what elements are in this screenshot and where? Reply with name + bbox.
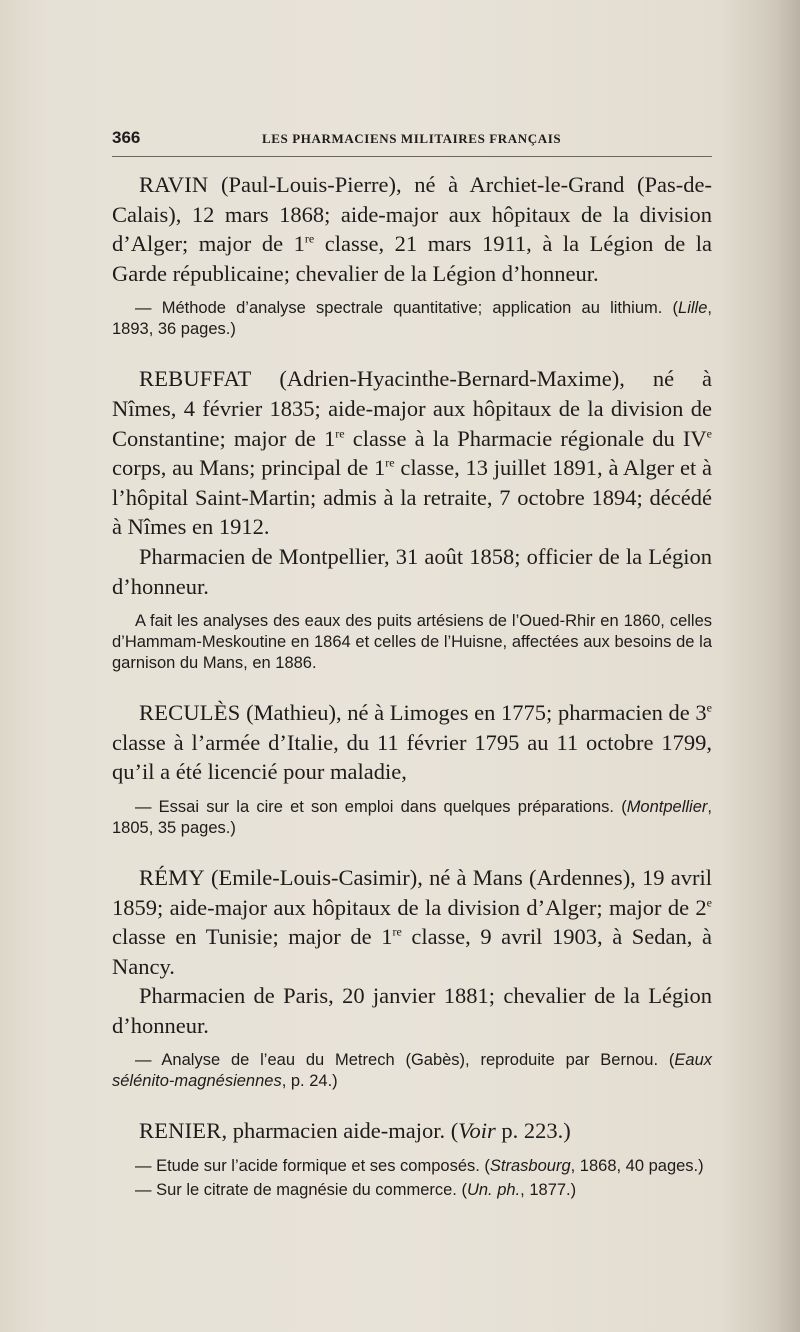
entry-biography-continued: Pharmacien de Montpellier, 31 août 1858; officier de la Légion d’honneur. <box>112 543 712 599</box>
entry-publication: — Essai sur la cire et son emploi dans quelques préparations. (Montpellier, 1805, 35 pages.) <box>112 797 712 837</box>
entry-biography: RÉMY (Emile-Louis-Casimir), né à Mans (Ardennes), 19 avril 1859; aide-major aux hôpitaux de la division d’Alger; major de 2e classe en Tunisie; major de 1re classe, 9 avril 1903, à Sedan, à Nancy. <box>112 864 712 979</box>
entry-remy <box>112 863 712 1093</box>
entry-name: REBUFFAT <box>139 366 252 392</box>
page-number: 366 <box>112 128 141 147</box>
page-header <box>112 128 712 150</box>
entry-name: RECULÈS <box>139 700 241 726</box>
entry-ravin <box>112 170 712 340</box>
entry-biography: REBUFFAT (Adrien-Hyacinthe-Bernard-Maxime), né à Nîmes, 4 février 1835; aide-major aux hôpitaux de la division de Constantine; major de 1re classe à la Pharmacie régionale du IVe corps, au Mans; principal de 1re classe, 13 juillet 1891, à Alger et à l’hôpital Saint-Martin; admis à la retraite, 7 octobre 1894; décédé à Nîmes en 1912. <box>112 366 712 540</box>
entry-renier <box>112 1116 712 1201</box>
entry-publication: — Méthode d’analyse spectrale quantitative; application au lithium. (Lille, 1893, 36 pages.) <box>112 299 712 339</box>
entry-biography-continued: Pharmacien de Paris, 20 janvier 1881; chevalier de la Légion d’honneur. <box>112 983 712 1038</box>
entry-publication: — Analyse de l’eau du Metrech (Gabès), reproduite par Bernou. (Eaux sélénito-magnésiennes, p. 24.) <box>112 1051 712 1091</box>
entry-name: RÉMY <box>139 864 205 890</box>
entry-biography: RENIER, pharmacien aide-major. (Voir p. 223.) <box>139 1118 571 1144</box>
entry-name: RENIER <box>139 1118 222 1144</box>
entry-biography: RAVIN (Paul-Louis-Pierre), né à Archiet-le-Grand (Pas-de-Calais), 12 mars 1868; aide-major aux hôpitaux de la division d’Alger; major de 1re classe, 21 mars 1911, à la Légion de la Garde républicaine; chevalier de la Légion d’honneur. <box>112 172 712 286</box>
header-rule <box>112 156 712 157</box>
entry-publication: A fait les analyses des eaux des puits artésiens de l’Oued-Rhir en 1860, celles d’Hammam-Meskoutine en 1864 et celles de l’Huisne, affectées aux besoins de la garnison du Mans, en 1886. <box>112 612 712 673</box>
page-body <box>112 170 712 1201</box>
running-title: LES PHARMACIENS MILITAIRES FRANÇAIS <box>262 131 562 146</box>
entry-recules <box>112 698 712 839</box>
entry-rebuffat <box>112 364 712 674</box>
entry-biography: RECULÈS (Mathieu), né à Limoges en 1775; pharmacien de 3e classe à l’armée d’Italie, du 11 février 1795 au 11 octobre 1799, qu’il a été licencié pour maladie, <box>112 700 712 785</box>
entry-publication: — Sur le citrate de magnésie du commerce. (Un. ph., 1877.) <box>135 1181 577 1200</box>
entry-publication: — Etude sur l’acide formique et ses composés. (Strasbourg, 1868, 40 pages.) <box>135 1157 704 1176</box>
entry-name: RAVIN <box>139 172 209 197</box>
